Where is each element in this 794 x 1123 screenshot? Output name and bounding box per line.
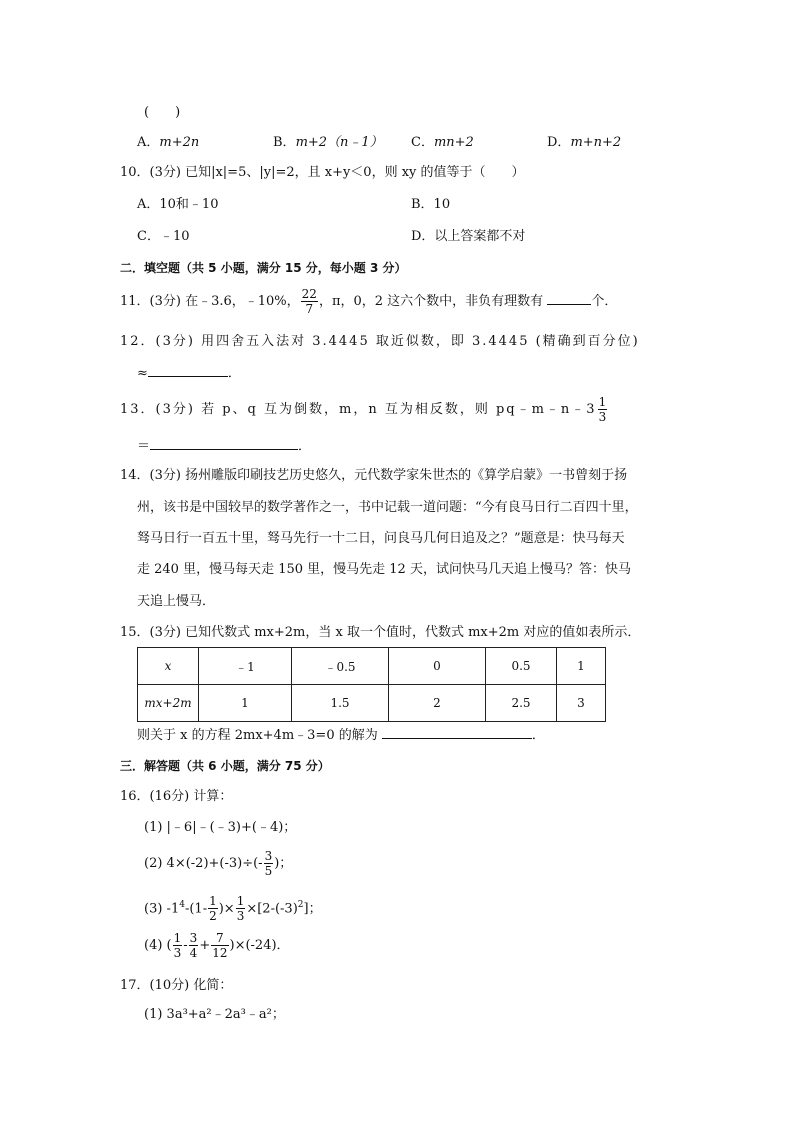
q13-suffix: ． — [298, 439, 312, 454]
table-cell: 0 — [389, 648, 486, 685]
q13-prefix: 13．(3分) 若 p、q 互为倒数，m，n 互为相反数，则 pq﹣m﹣n﹣3 — [120, 402, 597, 417]
exponent: 2 — [297, 900, 304, 910]
q12-line1: 12．(3分) 用四舍五入法对 3.4445 取近似数，即 3.4445 (精确到百分位) — [120, 334, 640, 349]
q11-tail: 个． — [591, 294, 618, 309]
fraction-denominator: 2 — [209, 909, 217, 924]
q9-answer-paren: ( ) — [144, 105, 181, 120]
q10-stem: 10．(3分) 已知|x|=5、|y|=2，且 x+y＜0，则 xy 的值等于（ ） — [120, 165, 525, 180]
fraction-denominator: 3 — [598, 410, 607, 424]
q13-line1 — [120, 392, 608, 428]
q16-part3-post: ]； — [303, 901, 322, 917]
q10-option-d: D．以上答案都不对 — [411, 229, 526, 244]
q16-part2-pre: (2) 4×(-2)+(-3)÷(- — [144, 856, 263, 871]
section-heading-solutions: 三．解答题（共 6 小题，满分 75 分） — [120, 759, 330, 773]
q16-part4-post: )×(-24)． — [229, 938, 290, 953]
q16-part4-fraction2 — [189, 931, 199, 960]
q11-prefix: 11．(3分) 在﹣3.6，﹣10%， — [120, 294, 300, 309]
q12-answer-blank[interactable] — [148, 364, 228, 377]
q16-part3-fraction2 — [236, 894, 246, 923]
table-cell: 1.5 — [292, 685, 389, 722]
q11-suffix: ，π，0，2 这六个数中，非负有理数有 — [318, 294, 544, 309]
option-expr: m+2（n﹣1） — [295, 135, 383, 150]
q16-part3 — [144, 887, 322, 927]
operator: + — [199, 938, 211, 953]
fraction-denominator: 3 — [173, 946, 182, 960]
q14-line3: 驽马日行一百五十里，驽马先行一十二日，问良马几何日追及之？”题意是：快马每天 — [137, 531, 625, 546]
table-cell: 1 — [557, 648, 606, 685]
q16-part4-fraction1 — [173, 931, 183, 960]
fraction-denominator: 3 — [236, 909, 245, 924]
q16-part3-fraction1 — [208, 894, 218, 923]
fraction-denominator: 4 — [189, 946, 198, 960]
table-cell: 2.5 — [486, 685, 557, 722]
q14-line4: 走 240 里，慢马每天走 150 里，慢马先走 12 天，试问快马几天追上慢马？答：快马 — [137, 562, 631, 577]
q12-line2 — [137, 364, 241, 383]
q10-option-b: B．10 — [411, 197, 451, 212]
table-cell: ﹣0.5 — [292, 648, 389, 685]
q13-answer-blank[interactable] — [150, 437, 298, 450]
fraction-numerator: 1 — [209, 894, 217, 909]
fraction-denominator: 5 — [264, 864, 273, 878]
q15-after-suffix: ． — [531, 728, 545, 743]
q14-line2: 州，该书是中国较早的数学著作之一，书中记载一道问题：“今有良马日行二百四十里， — [137, 500, 638, 515]
q16-part2-fraction — [264, 849, 274, 878]
q13-fraction — [598, 395, 608, 424]
q14-line1: 14．(3分) 扬州雕版印刷技艺历史悠久，元代数学家朱世杰的《算学启蒙》一书曾刻于扬 — [120, 468, 628, 483]
equals-sign: ＝ — [137, 439, 151, 454]
fraction-numerator: 1 — [598, 395, 607, 409]
q10-option-a: A．10和﹣10 — [137, 197, 219, 212]
table-cell: x — [138, 648, 199, 685]
q16-part4-fraction3 — [211, 931, 228, 960]
table-row — [138, 685, 606, 722]
q15-after-prefix: 则关于 x 的方程 2mx+4m﹣3=0 的解为 — [137, 728, 378, 743]
q16-part2 — [144, 846, 292, 882]
q17-stem: 17．(10分) 化简： — [120, 978, 233, 993]
q15-after — [137, 726, 545, 745]
fraction-denominator: 12 — [212, 946, 228, 960]
fraction-numerator: 3 — [264, 849, 273, 863]
q9-option-a — [137, 134, 199, 152]
q11-answer-blank[interactable] — [547, 292, 591, 305]
option-letter: A． — [137, 135, 160, 150]
option-expr: mn+2 — [433, 135, 474, 150]
table-cell: 0.5 — [486, 648, 557, 685]
q16-part3-mid3: ×[2-(-3) — [246, 901, 298, 917]
table-cell: 2 — [389, 685, 486, 722]
fraction-numerator: 3 — [189, 931, 198, 945]
q9-option-d — [547, 134, 621, 152]
q12-suffix: ． — [227, 366, 241, 381]
table-cell: 1 — [199, 685, 292, 722]
fraction-numerator: 1 — [173, 931, 182, 945]
option-letter: D． — [547, 135, 571, 150]
q14-line5 — [137, 593, 215, 611]
fraction-numerator: 22 — [301, 287, 317, 301]
operator: - — [183, 938, 188, 953]
option-letter: B． — [273, 135, 296, 150]
approx-sign: ≈ — [137, 366, 148, 381]
q16-part3-mid1: -(1- — [184, 901, 208, 917]
q11 — [120, 284, 617, 320]
option-letter: C． — [411, 135, 434, 150]
fraction-denominator: 7 — [305, 302, 314, 316]
q15-stem: 15．(3分) 已知代数式 mx+2m，当 x 取一个值时，代数式 mx+2m 对应的值如表所示． — [120, 625, 641, 640]
option-expr: m+2n — [159, 135, 200, 150]
exponent: 4 — [179, 900, 185, 910]
option-expr: m+n+2 — [570, 135, 622, 150]
table-cell: 3 — [557, 685, 606, 722]
q16-part4-pre: (4) ( — [144, 938, 172, 953]
q9-option-b — [273, 134, 383, 152]
q15-answer-blank[interactable] — [382, 726, 532, 739]
table-row — [138, 648, 606, 685]
q16-part3-pre: (3) -1 — [144, 901, 180, 917]
q16-part2-post: )； — [274, 856, 293, 871]
q16-part4 — [144, 928, 290, 964]
fraction-numerator: 7 — [211, 931, 228, 946]
table-cell: mx+2m — [138, 685, 199, 722]
fraction-numerator: 1 — [236, 894, 245, 909]
table-cell: ﹣1 — [199, 648, 292, 685]
q14-line5-text: 天追上慢马． — [137, 594, 216, 609]
q16-part3-mid2: )× — [218, 901, 235, 917]
q13-line2 — [137, 437, 311, 456]
q11-fraction — [301, 287, 318, 316]
q16-stem: 16．(16分) 计算： — [120, 789, 233, 804]
section-heading-fill-in: 二．填空题（共 5 小题，满分 15 分，每小题 3 分） — [120, 261, 407, 275]
q10-option-c: C．﹣10 — [137, 229, 190, 244]
q9-option-c — [411, 134, 474, 152]
q15-value-table — [137, 647, 606, 722]
q17-part1: (1) 3a³+a²﹣2a³﹣a²； — [144, 1007, 285, 1022]
q16-part1: (1) |﹣6|﹣(﹣3)+(﹣4)； — [144, 820, 297, 835]
